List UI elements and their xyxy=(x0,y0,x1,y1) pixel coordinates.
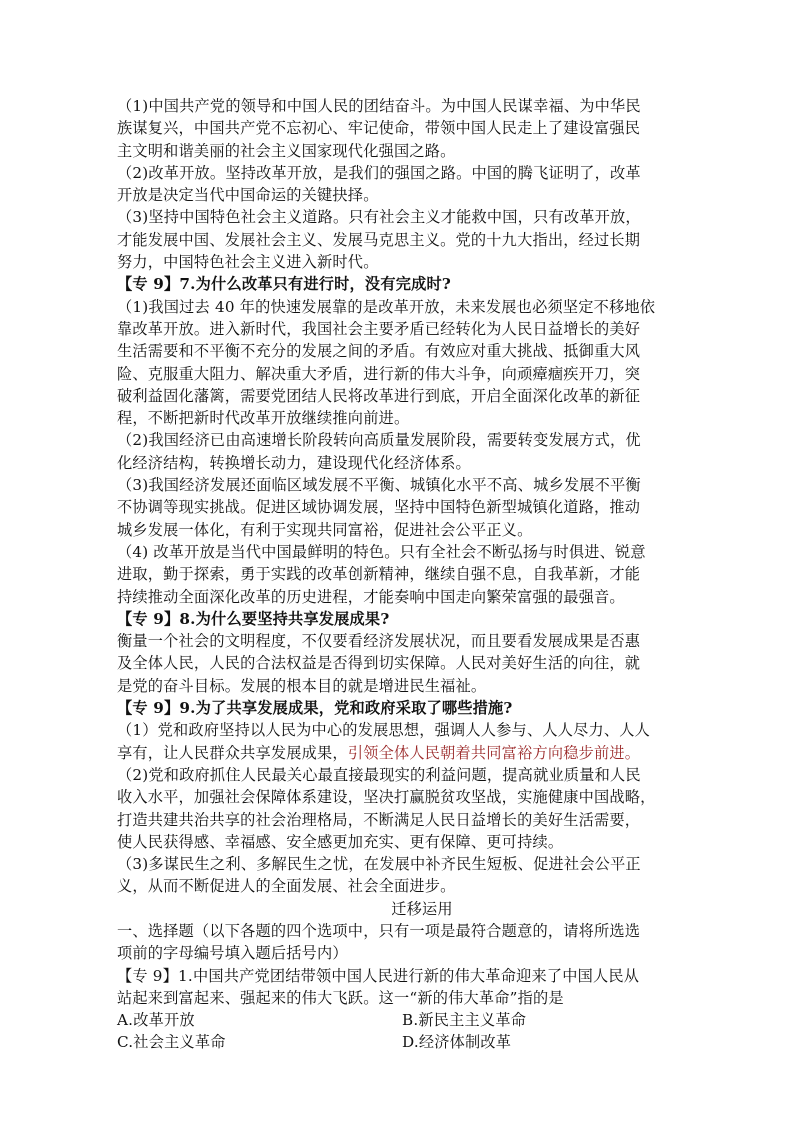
text-line: 努力，中国特色社会主义进入新时代。 xyxy=(117,253,379,272)
text-line: 破利益固化藩篱，需要党团结人民将改革进行到底，开启全面深化改革的新征 xyxy=(117,386,641,405)
text-line: 主文明和谐美丽的社会主义国家现代化强国之路。 xyxy=(117,141,456,160)
text-line: （1)我国过去 40 年的快速发展靠的是改革开放，未来发展也必须坚定不移地依 xyxy=(117,297,656,316)
text-line: 靠改革开放。进入新时代，我国社会主要矛盾已经转化为人民日益增长的美好 xyxy=(117,319,641,338)
text-line: 才能发展中国、发展社会主义、发展马克思主义。党的十九大指出，经过长期 xyxy=(117,230,641,249)
document-page xyxy=(117,95,687,1054)
text-line: 生活需要和不平衡不充分的发展之间的矛盾。有效应对重大挑战、抵御重大风 xyxy=(117,342,641,361)
text-line: 开放是决定当代中国命运的关键抉择。 xyxy=(117,186,379,205)
text-line: （3)多谋民生之利、多解民生之忧，在发展中补齐民生短板、促进社会公平正 xyxy=(117,855,641,874)
text-line-with-highlight xyxy=(117,742,687,764)
question-heading: 【专 9】8.为什么要坚持共享发展成果? xyxy=(117,609,390,628)
text-line: （1）党和政府坚持以人民为中心的发展思想，强调人人参与、人人尽力、人人 xyxy=(117,721,651,740)
text-line: 项前的字母编号填入题后括号内） xyxy=(117,944,348,963)
text-line: 一、选择题（以下各题的四个选项中，只有一项是最符合题意的，请将所选选 xyxy=(117,921,641,940)
text-line: 及全体人民，人民的合法权益是否得到切实保障。人民对美好生活的向往，就 xyxy=(117,654,641,673)
text-line: 进取，勤于探索，勇于实践的改革创新精神，继续自强不息，自我革新，才能 xyxy=(117,565,641,584)
text-line: （1)中国共产党的领导和中国人民的团结奋斗。为中国人民谋幸福、为中华民 xyxy=(117,97,641,115)
text-line: （4) 改革开放是当代中国最鲜明的特色。只有全社会不断弘扬与时俱进、锐意 xyxy=(117,542,646,561)
options-row xyxy=(117,1031,687,1053)
text-line: 是党的奋斗目标。发展的根本目的就是增进民生福祉。 xyxy=(117,676,487,695)
text-line: （3)我国经济发展还面临区域发展不平衡、城镇化水平不高、城乡发展不平衡 xyxy=(117,476,641,495)
text-line: 程，不断把新时代改革开放继续推向前进。 xyxy=(117,409,410,428)
text-line: （3)坚持中国特色社会主义道路。只有社会主义才能救中国，只有改革开放， xyxy=(117,208,641,227)
section-title: 迁移运用 xyxy=(391,899,453,918)
text-line: （2)我国经济已由高速增长阶段转向高质量发展阶段，需要转变发展方式，优 xyxy=(117,431,641,450)
text-line: （2)改革开放。坚持改革开放，是我们的强国之路。中国的腾飞证明了，改革 xyxy=(117,163,641,182)
text-line: 城乡发展一体化，有利于实现共同富裕，促进社会公平正义。 xyxy=(117,520,533,539)
question-heading: 【专 9】9.为了共享发展成果，党和政府采取了哪些措施? xyxy=(117,699,513,718)
text-line: 衡量一个社会的文明程度，不仅要看经济发展状况，而且要看发展成果是否惠 xyxy=(117,632,641,651)
option-d: D.经济体制改革 xyxy=(402,1033,512,1052)
text-line: （2)党和政府抓住人民最关心最直接最现实的利益问题，提高就业质量和人民 xyxy=(117,765,641,784)
highlighted-text: 引领全体人民朝着共同富裕方向稳步前进。 xyxy=(347,743,641,762)
text-line: 使人民获得感、幸福感、安全感更加充实、更有保障、更可持续。 xyxy=(117,832,564,851)
text-line: 险、克服重大阻力、解决重大矛盾，进行新的伟大斗争，向顽瘴痼疾开刀，突 xyxy=(117,364,641,383)
option-a: A.改革开放 xyxy=(117,1011,195,1030)
text-line: 义，从而不断促进人的全面发展、社会全面进步。 xyxy=(117,877,456,896)
text-line: 打造共建共治共享的社会治理格局，不断满足人民日益增长的美好生活需要， xyxy=(117,810,641,829)
text-line: 不协调等现实挑战。促进区域协调发展，坚持中国特色新型城镇化道路，推动 xyxy=(117,498,641,517)
text-line: 持续推动全面深化改革的历史进程，才能奏响中国走向繁荣富强的最强音。 xyxy=(117,587,625,606)
text-line: 收入水平，加强社会保障体系建设，坚决打赢脱贫攻坚战，实施健康中国战略， xyxy=(117,788,656,807)
text-line: 站起来到富起来、强起来的伟大飞跃。这一“新的伟大革命”指的是 xyxy=(117,988,564,1007)
text-segment: 享有，让人民群众共享发展成果， xyxy=(117,743,348,762)
options-row xyxy=(117,1009,687,1031)
text-line: 族谋复兴，中国共产党不忘初心、牢记使命，带领中国人民走上了建设富强民 xyxy=(117,119,641,138)
question-heading: 【专 9】7.为什么改革只有进行时，没有完成时? xyxy=(117,275,451,294)
option-c: C.社会主义革命 xyxy=(117,1033,226,1052)
text-line: 化经济结构，转换增长动力，建设现代化经济体系。 xyxy=(117,453,471,472)
text-line: 【专 9】1.中国共产党团结带领中国人民进行新的伟大革命迎来了中国人民从 xyxy=(117,966,640,985)
option-b: B.新民主主义革命 xyxy=(402,1011,527,1030)
